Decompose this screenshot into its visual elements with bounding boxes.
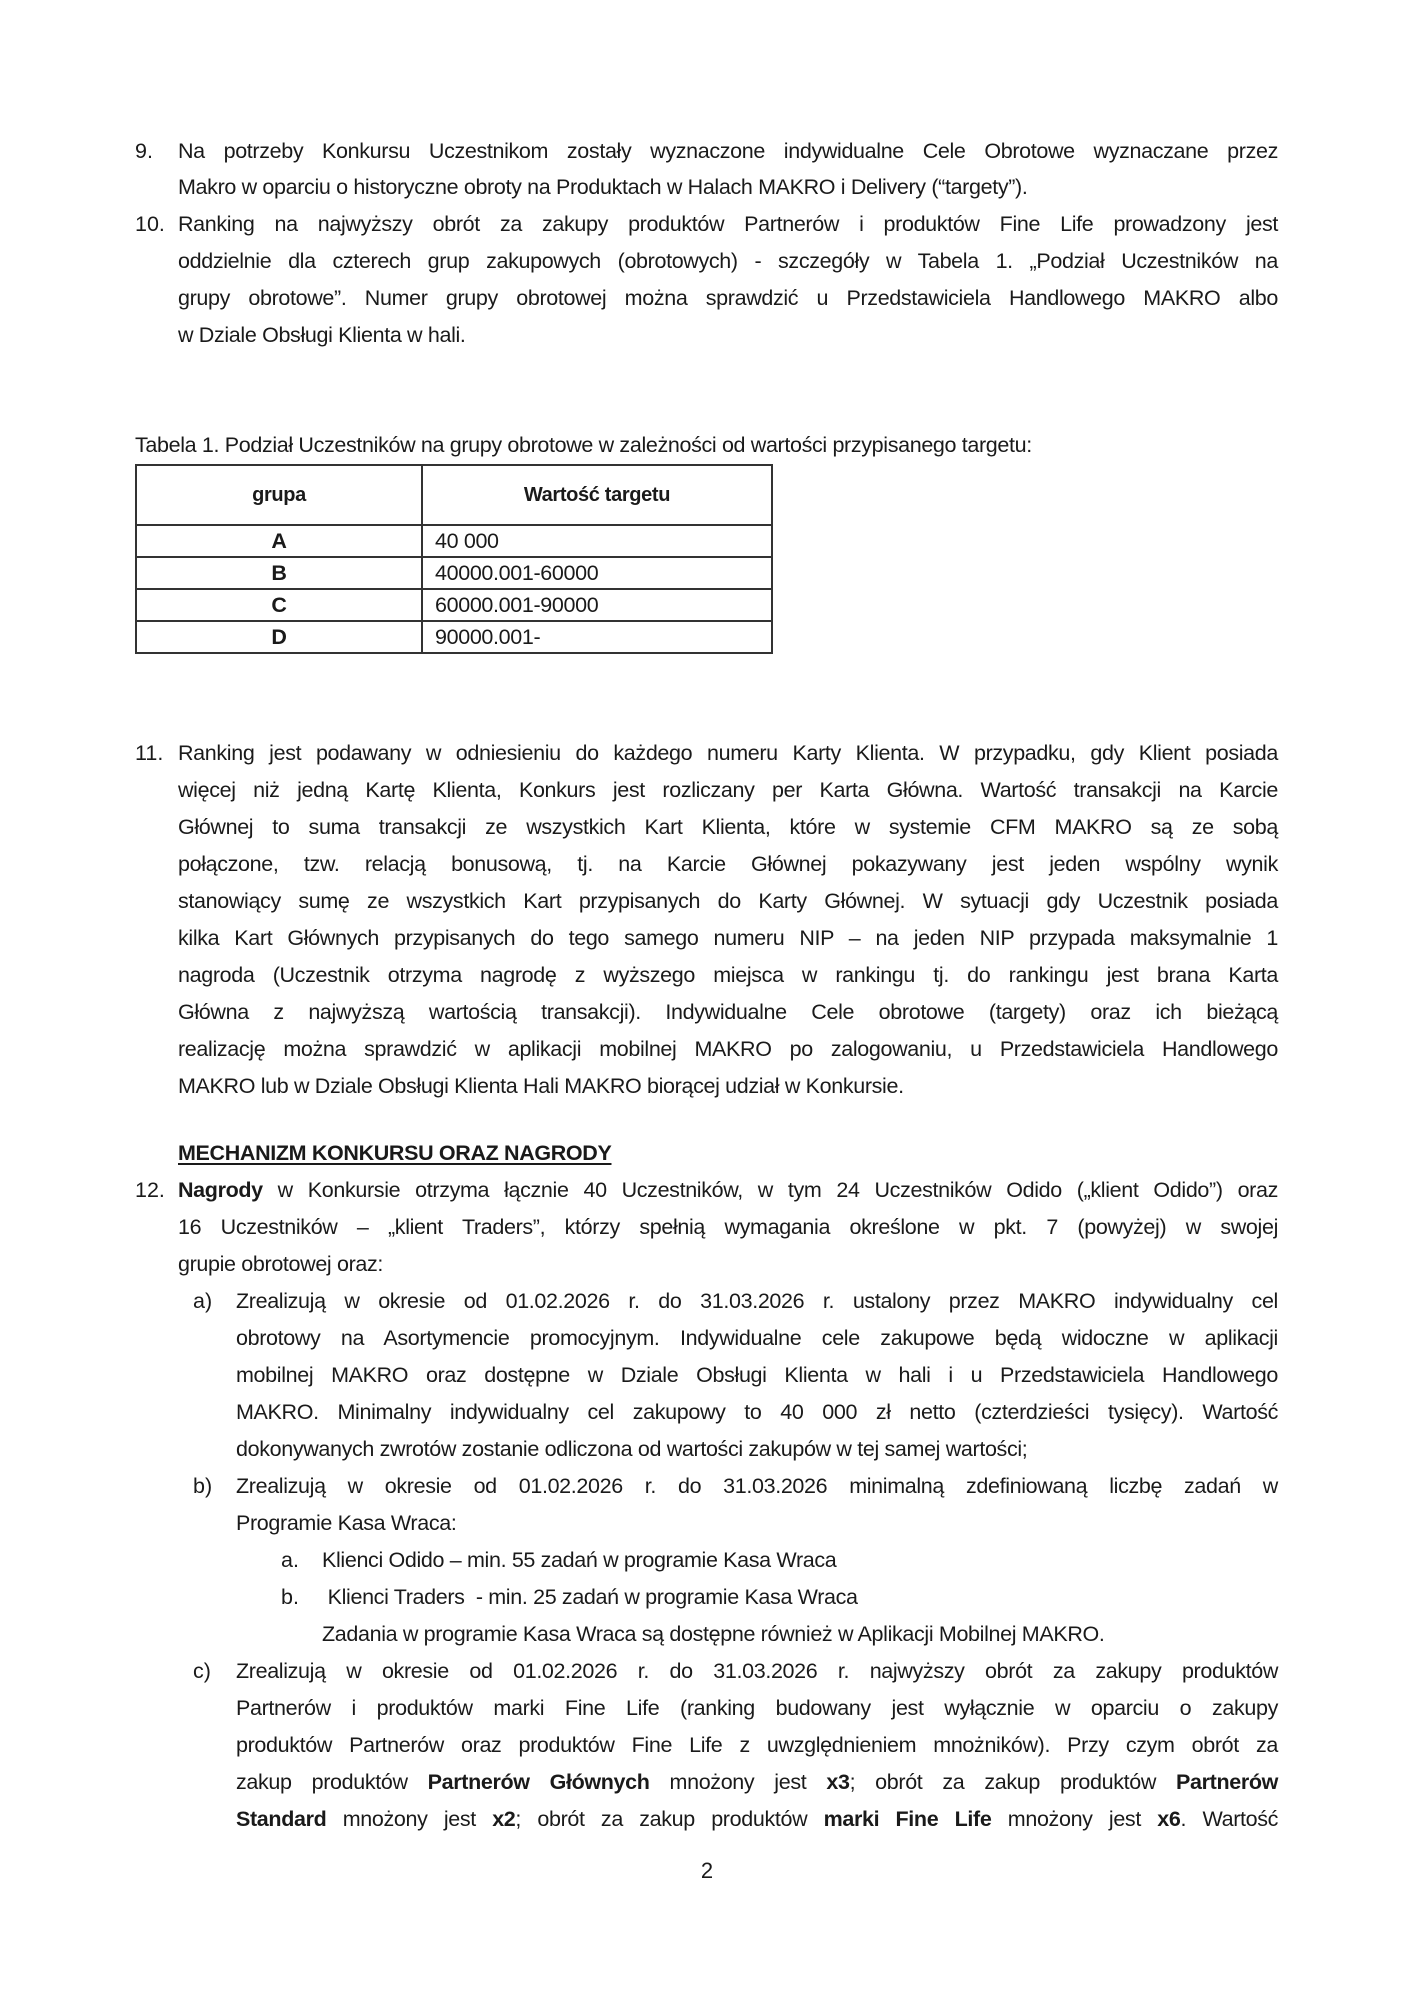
item-text-line: dokonywanych zwrotów zostanie odliczona od wartości zakupów w tej samej wartości; bbox=[236, 1437, 1028, 1461]
target-groups-table bbox=[135, 464, 773, 654]
nested-item-text: Klienci Odido – min. 55 zadań w programie Kasa Wraca bbox=[322, 1548, 837, 1572]
text-run: ; obrót za zakup produktów bbox=[515, 1807, 824, 1831]
item-text-line: nagroda (Uczestnik otrzyma nagrodę z wyższego miejsca w rankingu tj. do rankingu jest brana Karta bbox=[178, 963, 1278, 987]
bold-run: x3 bbox=[826, 1770, 850, 1794]
nested-item-text: Klienci Traders - min. 25 zadań w programie Kasa Wraca bbox=[322, 1585, 858, 1609]
column-header-target-value: Wartość targetu bbox=[422, 465, 772, 525]
item-number: 12. bbox=[135, 1178, 165, 1202]
cell-group: C bbox=[136, 589, 422, 621]
item-text-line: produktów Partnerów oraz produktów Fine Life z uwzględnieniem mnożników). Przy czym obrót za bbox=[236, 1733, 1278, 1757]
table-row bbox=[136, 621, 772, 653]
sub-item-label: c) bbox=[193, 1659, 211, 1683]
table-row bbox=[136, 525, 772, 557]
text-run: zakup produktów bbox=[236, 1770, 428, 1794]
item-text-line: Zrealizują w okresie od 01.02.2026 r. do 31.03.2026 r. najwyższy obrót za zakupy produktów bbox=[236, 1659, 1278, 1683]
bold-lead: Nagrody bbox=[178, 1178, 263, 1202]
bold-run: Partnerów Głównych bbox=[427, 1770, 650, 1794]
item-text-line: więcej niż jedną Kartę Klienta, Konkurs jest rozliczany per Karta Główna. Wartość transakcji na Karcie bbox=[178, 778, 1278, 802]
text-run: mnożony jest bbox=[991, 1807, 1158, 1831]
cell-target-value: 90000.001- bbox=[422, 621, 772, 653]
item-text-line: Główna z najwyższą wartością transakcji). Indywidualne Cele obrotowe (targety) oraz ich bieżącą bbox=[178, 1000, 1278, 1024]
sub-item-label: b) bbox=[193, 1474, 213, 1498]
item-text-line: Zrealizują w okresie od 01.02.2026 r. do 31.03.2026 minimalną zdefiniowaną liczbę zadań w bbox=[236, 1474, 1278, 1498]
cell-group: D bbox=[136, 621, 422, 653]
item-text-line: oddzielnie dla czterech grup zakupowych (obrotowych) - szczegóły w Tabela 1. „Podział Uczestników na bbox=[178, 249, 1278, 273]
bold-run: Partnerów bbox=[1176, 1770, 1279, 1794]
table-header-row bbox=[136, 465, 772, 525]
item-text-line: grupy obrotowe”. Numer grupy obrotowej można sprawdzić u Przedstawiciela Handlowego MAKRO albo bbox=[178, 286, 1278, 310]
item-text-line: Ranking jest podawany w odniesieniu do każdego numeru Karty Klienta. W przypadku, gdy Klient posiada bbox=[178, 741, 1278, 765]
cell-group: A bbox=[136, 525, 422, 557]
item-text-line: MAKRO lub w Dziale Obsługi Klienta Hali MAKRO biorącej udział w Konkursie. bbox=[178, 1074, 904, 1098]
item-number: 9. bbox=[135, 139, 153, 163]
cell-group: B bbox=[136, 557, 422, 589]
item-number: 10. bbox=[135, 212, 165, 236]
bold-run: Standard bbox=[236, 1807, 327, 1831]
sub-item-label: a) bbox=[193, 1289, 213, 1313]
item-text-line: Na potrzeby Konkursu Uczestnikom zostały wyznaczone indywidualne Cele Obrotowe wyznaczane przez bbox=[178, 139, 1278, 163]
item-text-line: kilka Kart Głównych przypisanych do tego samego numeru NIP – na jeden NIP przypada maksymalnie 1 bbox=[178, 926, 1278, 950]
nested-item-label: b. bbox=[281, 1585, 299, 1609]
text-run: mnożony jest bbox=[326, 1807, 493, 1831]
item-text-line: mobilnej MAKRO oraz dostępne w Dziale Obsługi Klienta w hali i u Przedstawiciela Handlowego bbox=[236, 1363, 1278, 1387]
page-number: 2 bbox=[700, 1858, 714, 1883]
table-row bbox=[136, 557, 772, 589]
item-text-line: Programie Kasa Wraca: bbox=[236, 1511, 457, 1535]
item-text-line bbox=[236, 1806, 1278, 1832]
note-text: Zadania w programie Kasa Wraca są dostępne również w Aplikacji Mobilnej MAKRO. bbox=[322, 1622, 1105, 1646]
cell-target-value: 40 000 bbox=[422, 525, 772, 557]
item-text-line: Zrealizują w okresie od 01.02.2026 r. do 31.03.2026 r. ustalony przez MAKRO indywidualny cel bbox=[236, 1289, 1278, 1313]
item-text-line: grupie obrotowej oraz: bbox=[178, 1252, 384, 1276]
item-text-line: w Dziale Obsługi Klienta w hali. bbox=[178, 323, 466, 347]
bold-run: x6 bbox=[1157, 1807, 1181, 1831]
item-text-line: 16 Uczestników – „klient Traders”, którzy spełnią wymagania określone w pkt. 7 (powyżej) w swojej bbox=[178, 1215, 1278, 1239]
item-text-line bbox=[178, 1177, 1278, 1203]
bold-run: marki Fine Life bbox=[823, 1807, 992, 1831]
item-text-line: obrotowy na Asortymencie promocyjnym. Indywidualne cele zakupowe będą widoczne w aplikacji bbox=[236, 1326, 1278, 1350]
section-heading: MECHANIZM KONKURSU ORAZ NAGRODY bbox=[178, 1141, 612, 1165]
item-text-line bbox=[236, 1769, 1278, 1795]
item-text-line: Partnerów i produktów marki Fine Life (ranking budowany jest wyłącznie w oparciu o zakupy bbox=[236, 1696, 1278, 1720]
text-run: ; obrót za zakup produktów bbox=[849, 1770, 1177, 1794]
bold-run: x2 bbox=[492, 1807, 516, 1831]
item-text-line: Ranking na najwyższy obrót za zakupy produktów Partnerów i produktów Fine Life prowadzony jest bbox=[178, 212, 1278, 236]
nested-item-label: a. bbox=[281, 1548, 299, 1572]
item-text-line: połączone, tzw. relacją bonusową, tj. na Karcie Głównej pokazywany jest jeden wspólny wynik bbox=[178, 852, 1278, 876]
item-text-line: MAKRO. Minimalny indywidualny cel zakupowy to 40 000 zł netto (czterdzieści tysięcy). Wartość bbox=[236, 1400, 1278, 1424]
item-text-line: realizację można sprawdzić w aplikacji mobilnej MAKRO po zalogowaniu, u Przedstawiciela Handlowego bbox=[178, 1037, 1278, 1061]
column-header-group: grupa bbox=[136, 465, 422, 525]
text-run: . Wartość bbox=[1180, 1807, 1279, 1831]
table-row bbox=[136, 589, 772, 621]
cell-target-value: 60000.001-90000 bbox=[422, 589, 772, 621]
text-run: w Konkursie otrzyma łącznie 40 Uczestników, w tym 24 Uczestników Odido („klient Odido”) oraz bbox=[262, 1178, 1278, 1202]
item-text-line: stanowiący sumę ze wszystkich Kart przypisanych do Karty Głównej. W sytuacji gdy Uczestnik posiada bbox=[178, 889, 1278, 913]
item-text-line: Makro w oparciu o historyczne obroty na Produktach w Halach MAKRO i Delivery (“targety”). bbox=[178, 175, 1028, 199]
item-text-line: Głównej to suma transakcji ze wszystkich Kart Klienta, które w systemie CFM MAKRO są ze sobą bbox=[178, 815, 1278, 839]
cell-target-value: 40000.001-60000 bbox=[422, 557, 772, 589]
table-caption: Tabela 1. Podział Uczestników na grupy obrotowe w zależności od wartości przypisanego targetu: bbox=[135, 433, 1032, 457]
item-number: 11. bbox=[135, 741, 164, 765]
text-run: mnożony jest bbox=[649, 1770, 827, 1794]
